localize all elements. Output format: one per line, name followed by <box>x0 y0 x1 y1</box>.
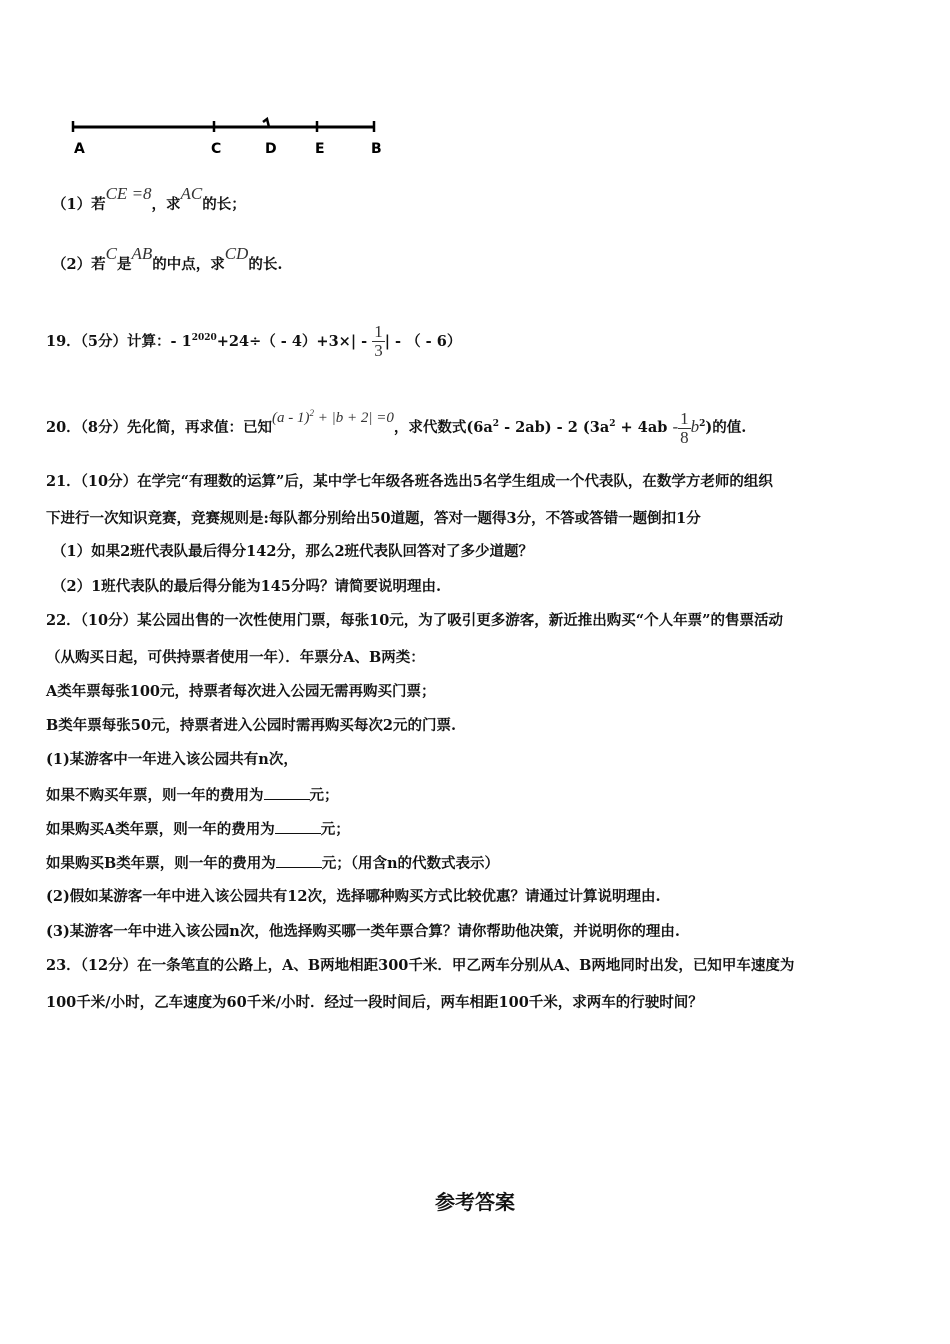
q21-line1: 21．（10分）在学完“有理数的运算”后，某中学七年级各班各选出5名学生组成一个代表队，在数学方老师的组织 <box>46 473 773 490</box>
q20-mid3: + 4ab <box>615 419 668 436</box>
q23-line1: 23．（12分）在一条笔直的公路上，A、B两地相距300千米．甲乙两车分别从A、B两地同时出发，已知甲车速度为 <box>46 957 795 974</box>
q19-expr-b: +24÷（ - 4）+3×| - <box>216 332 368 350</box>
q22-line7-unit: 元； <box>320 821 350 838</box>
label-e: E <box>315 141 325 157</box>
q18-part1-suffix: 的长； <box>202 196 246 213</box>
q18-part2-prefix: （2）若 <box>52 256 106 273</box>
q20-mid-exp: 2 <box>492 419 500 430</box>
label-d: D <box>265 141 277 157</box>
q22-line6-blank <box>264 785 310 800</box>
answer-section-title: 参考答案 <box>435 1190 515 1214</box>
q22-line2: （从购买日起，可供持票者使用一年）．年票分A、B两类： <box>46 649 425 666</box>
q20-mid2: - 2ab) - 2 (3a <box>499 419 610 436</box>
q20-mid2-exp: 2 <box>609 419 616 430</box>
q22-line6 <box>46 785 339 806</box>
q22-line3: A类年票每张100元，持票者每次进入公园无需再购买门票； <box>46 683 436 700</box>
q19-expr-a: - 1 <box>170 332 192 350</box>
q18-part1-expr-ce: CE =8 <box>105 184 152 203</box>
q19-fraction <box>372 323 385 360</box>
q22-line4: B类年票每张50元，持票者进入公园时需再购买每次2元的门票. <box>46 717 457 734</box>
q18-part1-prefix: （1）若 <box>52 196 106 213</box>
q22-line8-blank <box>276 853 322 868</box>
q18-part2-suffix: 的长. <box>248 256 283 273</box>
q20-b-exp: 2 <box>699 419 706 430</box>
q22-line6-unit: 元； <box>309 787 339 804</box>
q22-line7 <box>46 819 350 840</box>
q20-condition-exp: 2 <box>309 408 315 418</box>
q22-line5: (1)某游客中一年进入该公园共有n次， <box>46 751 298 768</box>
q18-part2-expr-ab: AB <box>131 244 153 263</box>
q22-line1: 22．（10分）某公园出售的一次性使用门票，每张10元，为了吸引更多游客，新近推出购买“个人年票”的售票活动 <box>46 612 783 629</box>
q18-part1-mid: ，求 <box>151 196 181 213</box>
label-c: C <box>211 141 222 157</box>
q19-expr-c: | - （ - 6） <box>384 332 462 350</box>
q20-condition-b: + |b + 2| =0 <box>317 410 394 426</box>
q22-line10: (3)某游客一年中进入该公园n次，他选择购买哪一类年票合算？请你帮助他决策，并说明你的理由. <box>46 923 680 940</box>
q22-line8-unit: 元；（用含n的代数式表示） <box>321 855 500 872</box>
q18-part1-expr-ac: AC <box>180 184 203 203</box>
q19-exponent: 2020 <box>191 333 217 343</box>
q20-b: b <box>690 417 700 436</box>
q20-prefix: 20．（8分）先化简，再求值：已知 <box>46 419 273 436</box>
q18-part1 <box>52 184 246 215</box>
q22-line6-text: 如果不购买年票，则一年的费用为 <box>46 787 264 804</box>
question-19 <box>46 318 461 362</box>
q22-line8-text: 如果购买B类年票，则一年的费用为 <box>46 855 276 872</box>
q22-line8 <box>46 853 499 874</box>
q22-line7-text: 如果购买A类年票，则一年的费用为 <box>46 821 275 838</box>
q22-line7-blank <box>275 819 321 834</box>
q20-condition <box>272 410 394 426</box>
q18-part2-mid2: 的中点，求 <box>152 256 225 273</box>
q18-part2 <box>52 244 283 275</box>
q20-mid: ，求代数式(6a <box>393 419 493 436</box>
q20-minus: - <box>672 417 679 436</box>
q19-prefix: 19．（5分）计算： <box>46 332 171 350</box>
q19-fraction-numerator: 1 <box>374 322 383 342</box>
q18-part2-expr-cd: CD <box>224 244 249 263</box>
q23-line2: 100千米/小时，乙车速度为60千米/小时．经过一段时间后，两车相距100千米，求两车的行驶时间？ <box>46 994 703 1011</box>
label-b: B <box>371 141 382 157</box>
q21-line2: 下进行一次知识竞赛，竞赛规则是:每队都分别给出50道题，答对一题得3分，不答或答错一题倒扣1分 <box>46 510 701 527</box>
q20-suffix: )的值. <box>705 419 747 436</box>
q18-part2-mid1: 是 <box>116 256 132 273</box>
q18-part2-expr-c: C <box>105 244 117 263</box>
q21-line4: （2）1班代表队的最后得分能为145分吗？请简要说明理由. <box>52 578 441 595</box>
q20-fraction-numerator: 1 <box>680 408 689 428</box>
q21-line3: （1）如果2班代表队最后得分142分，那么2班代表队回答对了多少道题？ <box>52 543 534 560</box>
number-line-figure <box>60 110 400 160</box>
q19-fraction-denominator: 3 <box>374 341 383 361</box>
q20-fraction-denominator: 8 <box>680 427 689 447</box>
q20-fraction <box>678 410 691 447</box>
question-20 <box>46 403 746 448</box>
label-a: A <box>74 141 85 157</box>
q22-line9: (2)假如某游客一年中进入该公园共有12次，选择哪种购买方式比较优惠？请通过计算说明理由. <box>46 888 661 905</box>
q20-condition-a: (a - 1) <box>272 410 310 426</box>
